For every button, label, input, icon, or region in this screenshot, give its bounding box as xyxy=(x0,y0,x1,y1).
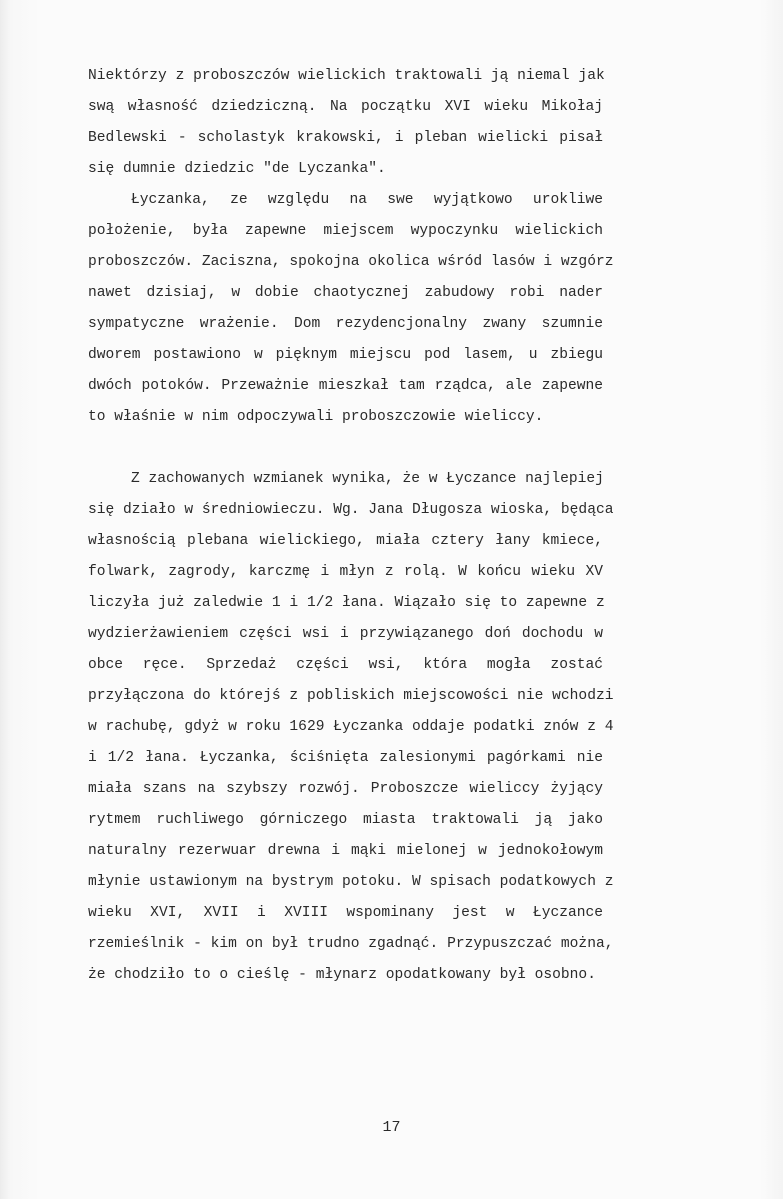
text-line: wydzierżawieniem części wsi i przywiązanego doń dochodu w xyxy=(88,626,603,642)
text-line: wieku XVI, XVII i XVIII wspominany jest w Łyczance xyxy=(88,905,603,921)
text-line: i 1/2 łana. Łyczanka, ściśnięta zalesionymi pagórkami nie xyxy=(88,750,603,766)
text-line: Z zachowanych wzmianek wynika, że w Łyczance najlepiej xyxy=(131,471,604,487)
text-line: przyłączona do którejś z pobliskich miejscowości nie wchodzi xyxy=(88,688,614,704)
text-line: naturalny rezerwuar drewna i mąki mielonej w jednokołowym xyxy=(88,843,603,859)
text-line: liczyła już zaledwie 1 i 1/2 łana. Wiązało się to zapewne z xyxy=(88,595,605,611)
text-line: w rachubę, gdyż w roku 1629 Łyczanka oddaje podatki znów z 4 xyxy=(88,719,614,735)
text-line: dwóch potoków. Przeważnie mieszkał tam rządca, ale zapewne xyxy=(88,378,603,394)
text-line: położenie, była zapewne miejscem wypoczynku wielickich xyxy=(88,223,603,239)
text-line: rzemieślnik - kim on był trudno zgadnąć. Przypuszczać można, xyxy=(88,936,614,952)
text-line: folwark, zagrody, karczmę i młyn z rolą. W końcu wieku XV xyxy=(88,564,603,580)
text-line: miała szans na szybszy rozwój. Proboszcze wieliccy żyjący xyxy=(88,781,603,797)
text-line: to właśnie w nim odpoczywali proboszczowie wieliccy. xyxy=(88,409,544,425)
text-line: nawet dzisiaj, w dobie chaotycznej zabudowy robi nader xyxy=(88,285,603,301)
paragraph-1 xyxy=(88,61,603,185)
text-line: się działo w średniowieczu. Wg. Jana Długosza wioska, będąca xyxy=(88,502,614,518)
text-line: obce ręce. Sprzedaż części wsi, która mogła zostać xyxy=(88,657,603,673)
text-line: że chodziło to o cieślę - młynarz opodatkowany był osobno. xyxy=(88,967,596,983)
text-line: dworem postawiono w pięknym miejscu pod lasem, u zbiegu xyxy=(88,347,603,363)
paragraph-2 xyxy=(88,185,614,433)
text-line: Bedlewski - scholastyk krakowski, i pleban wielicki pisał xyxy=(88,130,603,146)
text-line: własnością plebana wielickiego, miała cztery łany kmiece, xyxy=(88,533,603,549)
paragraph-3 xyxy=(88,464,614,991)
text-line: proboszczów. Zaciszna, spokojna okolica wśród lasów i wzgórz xyxy=(88,254,614,270)
page-number: 17 xyxy=(382,1119,401,1136)
text-line: się dumnie dziedzic "de Lyczanka". xyxy=(88,161,386,177)
text-line: rytmem ruchliwego górniczego miasta traktowali ją jako xyxy=(88,812,603,828)
text-line: swą własność dziedziczną. Na początku XVI wieku Mikołaj xyxy=(88,99,603,115)
text-line: Łyczanka, ze względu na swe wyjątkowo urokliwe xyxy=(131,192,603,208)
text-line: młynie ustawionym na bystrym potoku. W spisach podatkowych z xyxy=(88,874,614,890)
text-line: sympatyczne wrażenie. Dom rezydencjonalny zwany szumnie xyxy=(88,316,603,332)
text-line: Niektórzy z proboszczów wielickich traktowali ją niemal jak xyxy=(88,68,605,84)
